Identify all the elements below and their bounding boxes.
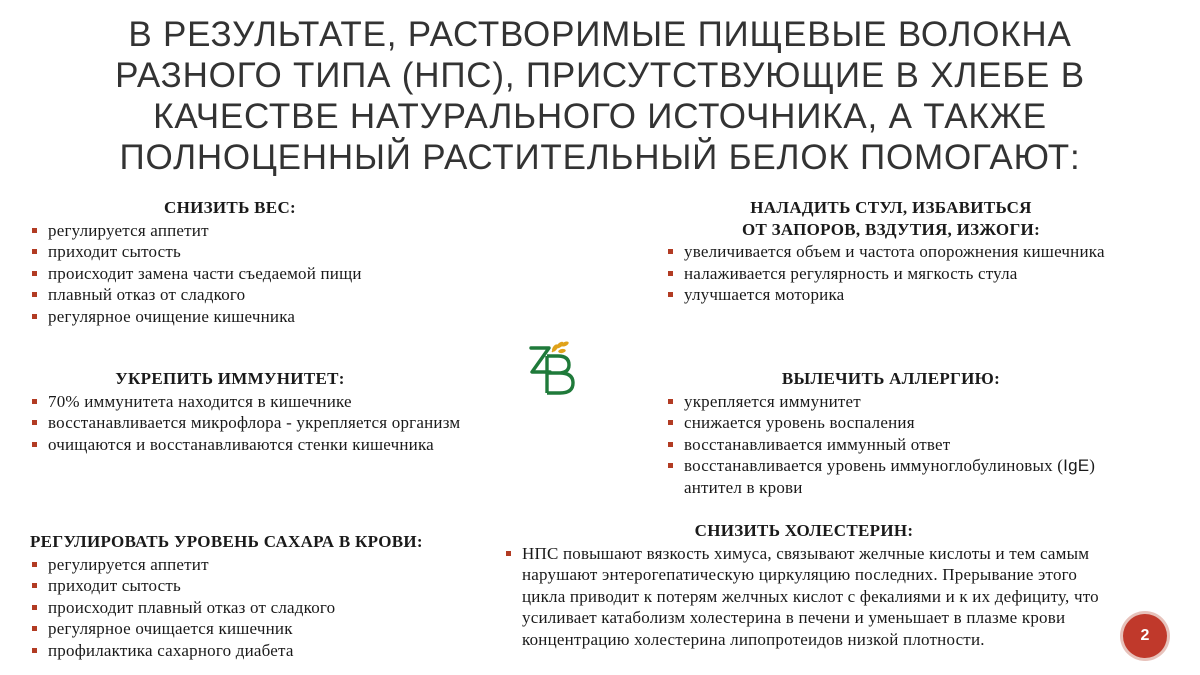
list-item	[666, 241, 1136, 263]
list-item	[30, 241, 460, 263]
square-bullet-icon	[668, 249, 673, 254]
slide-title-line: КАЧЕСТВЕ НАТУРАЛЬНОГО ИСТОЧНИКА, А ТАКЖЕ	[153, 97, 1047, 136]
bullet-list	[666, 241, 1136, 306]
list-item-text: увеличивается объем и частота опорожнения кишечника	[684, 242, 1105, 261]
square-bullet-icon	[506, 551, 511, 556]
section-heading	[666, 197, 1116, 240]
slide-title-line: ПОЛНОЦЕННЫЙ РАСТИТЕЛЬНЫЙ БЕЛОК ПОМОГАЮТ:	[119, 138, 1081, 177]
square-bullet-icon	[32, 249, 37, 254]
section-cure-allergy	[666, 368, 1136, 498]
list-item-text: налаживается регулярность и мягкость стула	[684, 263, 1018, 283]
square-bullet-icon	[668, 292, 673, 297]
section-lose-weight	[30, 197, 460, 327]
slide-title	[60, 14, 1140, 178]
list-item	[666, 284, 1136, 306]
list-item-text: приходит сытость	[48, 242, 182, 261]
section-strengthen-immunity	[30, 368, 490, 455]
list-item	[666, 455, 1136, 498]
list-item-text: восстанавливается уровень иммуноглобулиновых (	[684, 456, 1064, 475]
square-bullet-icon	[668, 271, 673, 276]
section-heading: ВЫЛЕЧИТЬ АЛЛЕРГИЮ:	[781, 369, 1001, 388]
list-item-text: регулярное очищение кишечника	[48, 306, 296, 326]
list-item	[666, 263, 1136, 285]
list-item-text: регулируется аппетит	[48, 554, 209, 574]
square-bullet-icon	[668, 463, 673, 468]
bullet-list	[30, 220, 460, 328]
list-item	[30, 575, 490, 597]
list-item	[504, 543, 1104, 651]
list-item	[30, 263, 460, 285]
list-item	[30, 597, 490, 619]
section-heading: УКРЕПИТЬ ИММУНИТЕТ:	[115, 369, 345, 388]
ige-abbreviation: IgE	[1063, 456, 1090, 475]
list-item	[666, 412, 1136, 434]
list-item	[30, 220, 460, 242]
list-item	[30, 640, 490, 662]
section-heading-line: ОТ ЗАПОРОВ, ВЗДУТИЯ, ИЗЖОГИ:	[741, 219, 1041, 239]
list-item-text: плавный отказ от сладкого	[48, 285, 246, 304]
list-item-text: ) антител в крови	[684, 456, 1096, 497]
section-heading: СНИЗИТЬ ВЕС:	[164, 198, 296, 217]
list-item-text: укрепляется иммунитет	[684, 391, 861, 411]
square-bullet-icon	[668, 399, 673, 404]
section-heading: РЕГУЛИРОВАТЬ УРОВЕНЬ САХАРА В КРОВИ:	[30, 532, 423, 551]
list-item-text: 70% иммунитета находится в кишечнике	[48, 391, 352, 411]
list-item	[30, 618, 490, 640]
list-item	[30, 306, 460, 328]
section-normalize-stool	[666, 197, 1136, 306]
bullet-list	[666, 391, 1136, 499]
list-item-text: восстанавливается микрофлора - укрепляется организм	[48, 413, 461, 432]
square-bullet-icon	[668, 420, 673, 425]
square-bullet-icon	[32, 605, 37, 610]
list-item-text: регулярное очищается кишечник	[48, 619, 293, 638]
list-item	[30, 284, 460, 306]
slide-title-line: В РЕЗУЛЬТАТЕ, РАСТВОРИМЫЕ ПИЩЕВЫЕ ВОЛОКНА	[128, 15, 1072, 54]
list-item-text: снижается уровень воспаления	[684, 413, 915, 432]
list-item	[30, 554, 490, 576]
list-item-text: происходит замена части съедаемой пищи	[48, 263, 362, 283]
section-lower-cholesterol	[504, 520, 1104, 650]
list-item-text: улучшается моторика	[684, 285, 845, 304]
section-heading-line: НАЛАДИТЬ СТУЛ, ИЗБАВИТЬСЯ	[750, 198, 1032, 217]
zb-wheat-logo-icon	[522, 338, 582, 398]
bullet-list	[30, 554, 490, 662]
list-item	[666, 434, 1136, 456]
list-item-text: приходит сытость	[48, 576, 182, 595]
square-bullet-icon	[32, 292, 37, 297]
section-regulate-blood-sugar	[30, 531, 490, 661]
square-bullet-icon	[32, 626, 37, 631]
list-item-text: НПС повышают вязкость химуса, связывают желчные кислоты и тем самым нарушают энтерогепатическую циркуляцию последних. Прерывание этого цикла приводит к потерям желчных кислот с фекалиями и к их дефициту, что усиливает катаболизм холестерина в печени и уменьшает в плазме крови концентрацию холестерина липопротеидов низкой плотности.	[522, 543, 1099, 649]
list-item-text: восстанавливается иммунный ответ	[684, 434, 951, 454]
square-bullet-icon	[32, 271, 37, 276]
square-bullet-icon	[32, 399, 37, 404]
square-bullet-icon	[32, 648, 37, 653]
section-heading: СНИЗИТЬ ХОЛЕСТЕРИН:	[694, 521, 914, 540]
list-item	[30, 412, 490, 434]
list-item	[30, 434, 490, 456]
list-item-text: очищаются и восстанавливаются стенки кишечника	[48, 434, 434, 454]
bullet-list	[30, 391, 490, 456]
list-item-text: профилактика сахарного диабета	[48, 640, 294, 660]
bullet-list	[504, 543, 1104, 651]
square-bullet-icon	[32, 562, 37, 567]
square-bullet-icon	[32, 583, 37, 588]
list-item-text: происходит плавный отказ от сладкого	[48, 597, 336, 617]
square-bullet-icon	[668, 442, 673, 447]
list-item	[666, 391, 1136, 413]
square-bullet-icon	[32, 420, 37, 425]
square-bullet-icon	[32, 228, 37, 233]
slide-title-line: РАЗНОГО ТИПА (НПС), ПРИСУТСТВУЮЩИЕ В ХЛЕБЕ В	[115, 56, 1085, 95]
square-bullet-icon	[32, 442, 37, 447]
square-bullet-icon	[32, 314, 37, 319]
list-item-text: регулируется аппетит	[48, 220, 209, 240]
list-item	[30, 391, 490, 413]
page-number-badge: 2	[1123, 614, 1167, 658]
